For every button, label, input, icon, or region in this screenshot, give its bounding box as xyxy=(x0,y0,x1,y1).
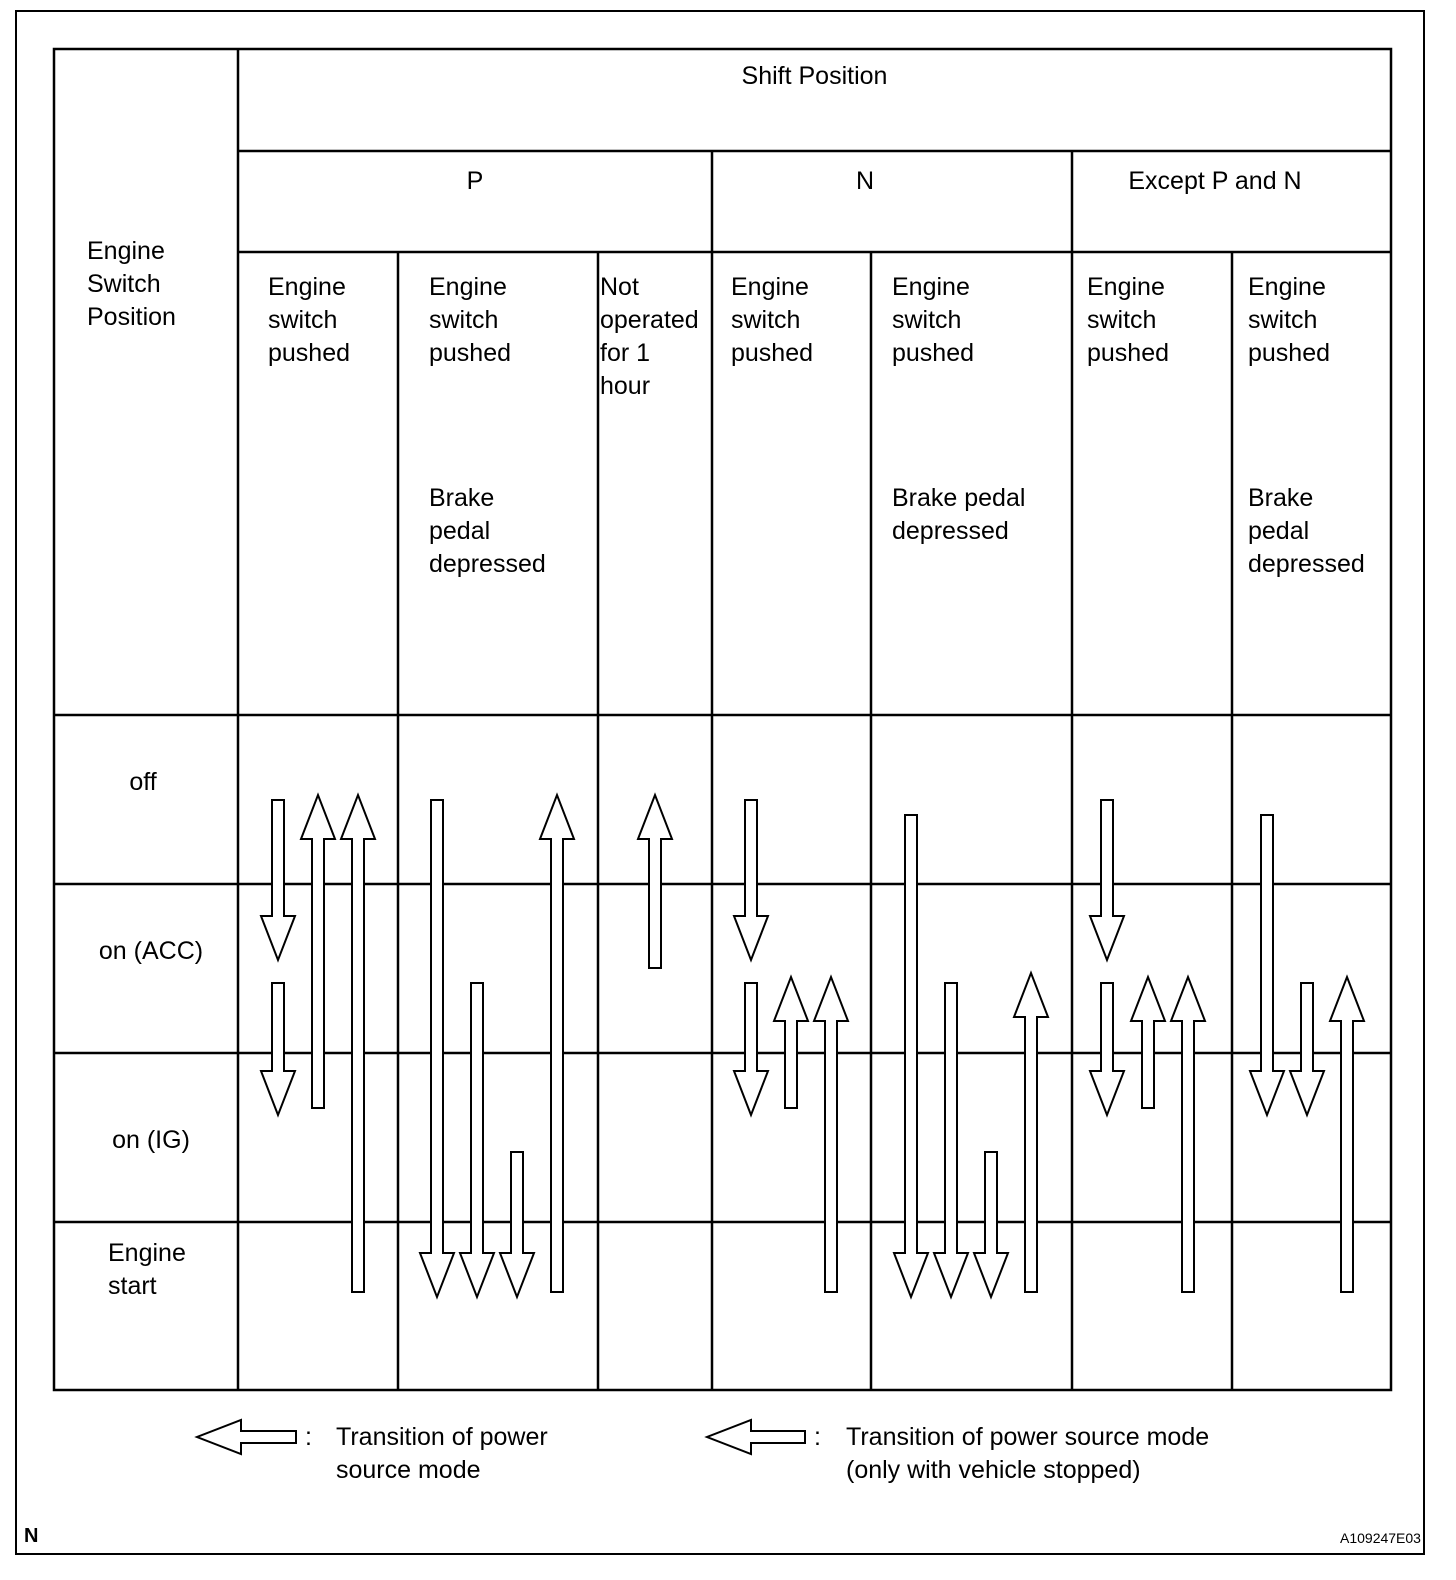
transition-arrow-col2 xyxy=(460,983,494,1297)
transition-arrow-col5 xyxy=(1014,973,1048,1292)
transition-arrow-col1 xyxy=(301,795,335,1108)
column-5-extra: Brake pedal depressed xyxy=(892,484,1026,545)
legend-colon: : xyxy=(305,1423,312,1451)
row-label-ig: on (IG) xyxy=(112,1126,190,1154)
transition-arrow-col6 xyxy=(1131,977,1165,1108)
column-6-condition: Engine switch pushed xyxy=(1087,273,1170,367)
column-5-condition: Engine switch pushed xyxy=(892,273,975,367)
transition-arrow-col6 xyxy=(1090,800,1124,960)
transition-arrow-col4 xyxy=(734,983,768,1115)
column-7-extra: Brake pedal depressed xyxy=(1248,484,1365,578)
legend-colon: : xyxy=(814,1423,821,1451)
transition-arrow-col3 xyxy=(638,795,672,968)
row-label-acc: on (ACC) xyxy=(98,937,204,965)
column-2-extra: Brake pedal depressed xyxy=(429,484,546,578)
transition-arrow-col2 xyxy=(500,1152,534,1297)
transition-arrow-col6 xyxy=(1171,977,1205,1292)
transition-arrow-col7 xyxy=(1250,815,1284,1115)
column-4-condition: Engine switch pushed xyxy=(731,273,814,367)
group-except-header: Except P and N xyxy=(1128,167,1302,195)
transition-arrow-col6 xyxy=(1090,983,1124,1115)
column-3-condition: Not operated for 1 hour xyxy=(600,273,699,400)
group-n-header: N xyxy=(855,167,875,195)
transition-arrow-col5 xyxy=(894,815,928,1297)
group-p-header: P xyxy=(466,167,484,195)
transition-arrow-col4 xyxy=(774,977,808,1108)
transition-arrow-col4 xyxy=(814,977,848,1292)
figure-id: A109247E03 xyxy=(1340,1530,1421,1546)
column-2-condition: Engine switch pushed xyxy=(429,273,512,367)
column-1-condition: Engine switch pushed xyxy=(268,273,351,367)
legend-arrow-2 xyxy=(707,1420,805,1454)
legend-text-1: Transition of power source mode xyxy=(336,1423,548,1484)
legend-arrow-1 xyxy=(197,1420,296,1454)
transition-arrow-col7 xyxy=(1330,977,1364,1292)
row-label-off: off xyxy=(129,768,157,796)
corner-mark: N xyxy=(24,1525,39,1547)
transition-arrow-col1 xyxy=(261,983,295,1115)
transition-arrow-col1 xyxy=(261,800,295,960)
column-7-condition: Engine switch pushed xyxy=(1248,273,1331,367)
transition-arrow-col5 xyxy=(934,983,968,1297)
transition-arrow-col4 xyxy=(734,800,768,960)
transition-arrow-col7 xyxy=(1290,983,1324,1115)
transition-arrow-col1 xyxy=(341,795,375,1292)
row-label-engine-start: Engine start xyxy=(108,1239,186,1300)
shift-position-header: Shift Position xyxy=(741,62,888,90)
legend-text-2: Transition of power source mode (only with vehicle stopped) xyxy=(846,1423,1210,1484)
transition-arrow-col5 xyxy=(974,1152,1008,1297)
engine-switch-position-header: Engine Switch Position xyxy=(87,237,176,331)
transition-arrow-col2 xyxy=(540,795,574,1292)
